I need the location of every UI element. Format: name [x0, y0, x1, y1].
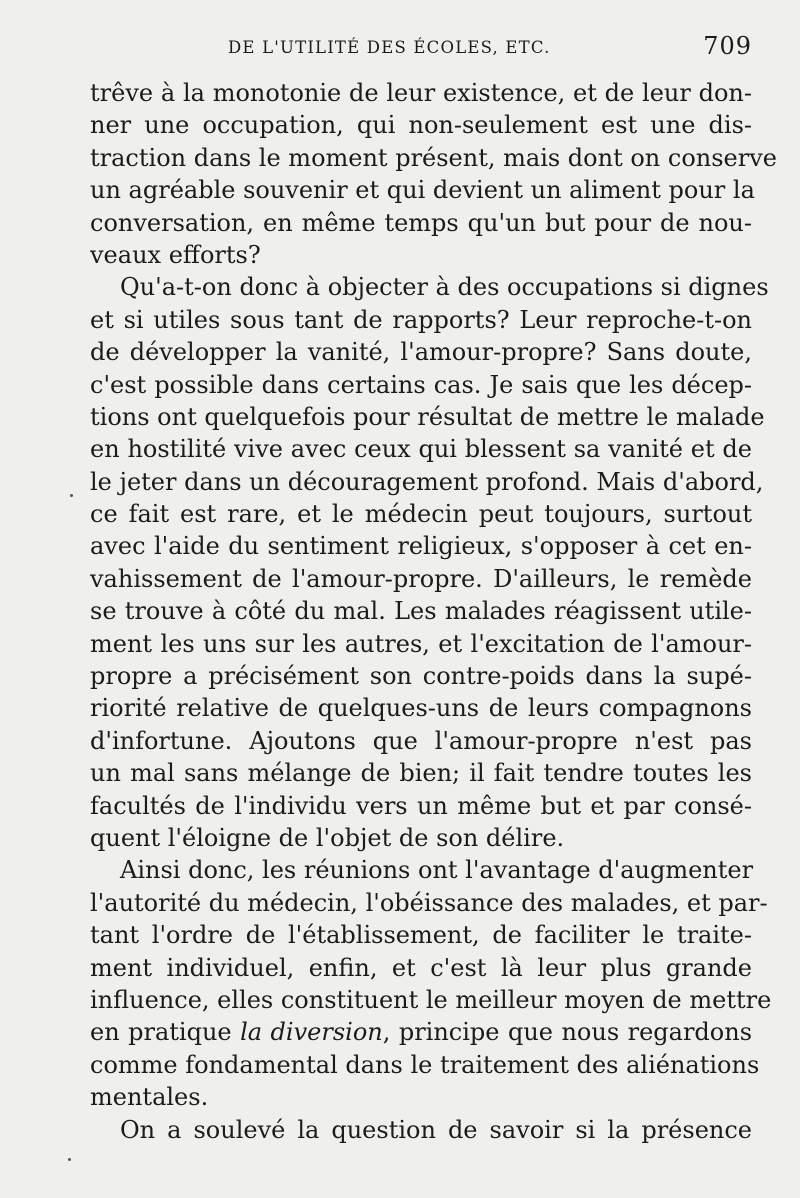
running-head	[90, 30, 752, 70]
text-line: se trouve à côté du mal. Les malades réagissent utile-	[90, 597, 752, 626]
text-line: c'est possible dans certains cas. Je sais que les décep-	[90, 370, 752, 399]
text-line: traction dans le moment présent, mais dont on conserve	[90, 143, 777, 172]
text-line: l'autorité du médecin, l'obéissance des malades, et par-	[90, 888, 768, 917]
text-line: mentales.	[90, 1083, 209, 1112]
text-line: d'infortune. Ajoutons que l'amour-propre n'est pas	[90, 726, 752, 755]
text-line: avec l'aide du sentiment religieux, s'opposer à cet en-	[90, 532, 752, 561]
text-line: tions ont quelquefois pour résultat de mettre le malade	[90, 402, 765, 431]
text-line: propre a précisément son contre-poids dans la supé-	[90, 662, 752, 691]
text-line: ner une occupation, qui non-seulement est une dis-	[90, 111, 752, 140]
text-line: en hostilité vive avec ceux qui blessent sa vanité et de	[90, 435, 752, 464]
text-line: un agréable souvenir et qui devient un aliment pour la	[90, 176, 755, 205]
text-line: facultés de l'individu vers un même but et par consé-	[90, 791, 752, 820]
italic-term: la diversion	[240, 1018, 383, 1047]
page-number: 709	[703, 32, 752, 60]
text-line: le jeter dans un découragement profond. Mais d'abord,	[90, 467, 764, 496]
text-line: riorité relative de quelques-uns de leurs compagnons	[90, 694, 752, 723]
text-line: conversation, en même temps qu'un but pour de nou-	[90, 208, 752, 237]
margin-mark	[70, 494, 73, 497]
text-line: tant l'ordre de l'établissement, de faciliter le traite-	[90, 921, 752, 950]
text-run: , principe que nous regardons	[382, 1018, 753, 1047]
text-line	[90, 1016, 752, 1048]
text-line: un mal sans mélange de bien; il fait tendre toutes les	[90, 759, 752, 788]
body-text	[90, 77, 777, 1146]
paragraph-start: On a soulevé la question de savoir si la présence	[120, 1115, 752, 1144]
text-line: ment individuel, enfin, et c'est là leur plus grande	[90, 953, 752, 982]
paragraph-start: Qu'a-t-on donc à objecter à des occupations si dignes	[120, 273, 769, 302]
text-line: trêve à la monotonie de leur existence, et de leur don-	[90, 79, 752, 107]
text-line: influence, elles constituent le meilleur moyen de mettre	[90, 985, 772, 1014]
text-line: ce fait est rare, et le médecin peut toujours, surtout	[90, 500, 752, 529]
running-title: DE L'UTILITÉ DES ÉCOLES, ETC.	[228, 38, 551, 57]
text-line: veaux efforts?	[90, 240, 261, 269]
text-line: vahissement de l'amour-propre. D'ailleurs, le remède	[90, 564, 752, 593]
paragraph-start: Ainsi donc, les réunions ont l'avantage d'augmenter	[120, 856, 754, 885]
text-run: en pratique	[90, 1018, 241, 1047]
text-line: de développer la vanité, l'amour-propre? Sans doute,	[90, 338, 752, 367]
margin-mark	[68, 1158, 71, 1161]
text-line: ment les uns sur les autres, et l'excitation de l'amour-	[90, 629, 752, 658]
text-line: quent l'éloigne de l'objet de son délire.	[90, 823, 565, 852]
text-line: et si utiles sous tant de rapports? Leur reproche-t-on	[90, 305, 752, 334]
text-line: comme fondamental dans le traitement des aliénations	[90, 1050, 760, 1079]
